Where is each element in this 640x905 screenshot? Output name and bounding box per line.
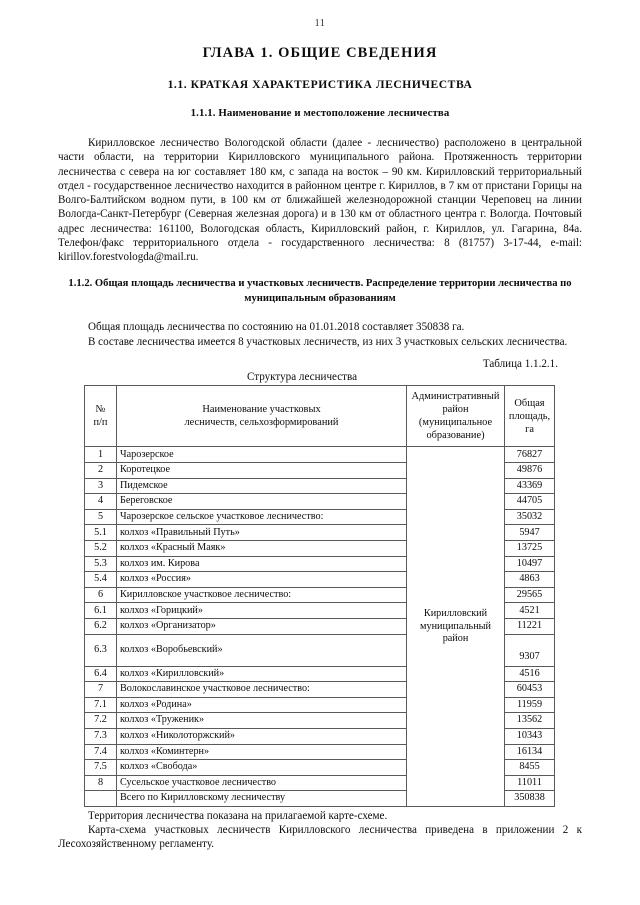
column-header-area-line2: площадь, [508, 410, 551, 422]
column-header-number [85, 385, 117, 446]
cell-name: колхоз «Кирилловский» [117, 666, 407, 682]
column-header-region-line3: образование) [426, 430, 485, 442]
section-title: 1.1. КРАТКАЯ ХАРАКТЕРИСТИКА ЛЕСНИЧЕСТВА [167, 78, 473, 91]
cell-area: 13725 [505, 540, 555, 556]
cell-name: колхоз «Горицкий» [117, 603, 407, 619]
subsection-title-1-1-1: 1.1.1. Наименование и местоположение лесничества [190, 107, 450, 119]
cell-area: 11221 [505, 618, 555, 634]
cell-area: 13562 [505, 713, 555, 729]
column-header-number-line1: № [95, 404, 106, 416]
cell-number [85, 791, 117, 807]
cell-number: 7.3 [85, 728, 117, 744]
cell-name: Береговское [117, 494, 407, 510]
cell-name: колхоз «Родина» [117, 697, 407, 713]
cell-name: Чарозерское [117, 447, 407, 463]
region-value-line1: Кирилловский [423, 608, 488, 620]
territory-map-paragraph: Территория лесничества показана на прилагаемой карте-схеме. [88, 809, 388, 822]
cell-area: 60453 [505, 682, 555, 698]
table-header-row [85, 385, 555, 446]
cell-name: колхоз «Коминтерн» [117, 744, 407, 760]
cell-area: 49876 [505, 463, 555, 479]
cell-number: 7.5 [85, 760, 117, 776]
column-header-number-line2: п/п [93, 417, 108, 429]
table-body [85, 447, 555, 806]
cell-name: колхоз им. Кирова [117, 556, 407, 572]
column-header-area-line1: Общая [514, 397, 545, 409]
cell-area: 16134 [505, 744, 555, 760]
cell-name: колхоз «Труженик» [117, 713, 407, 729]
table-row [85, 447, 555, 463]
cell-area: 350838 [505, 791, 555, 807]
cell-number: 5.4 [85, 572, 117, 588]
page-number: 11 [314, 18, 326, 29]
cell-area: 11959 [505, 697, 555, 713]
cell-name: колхоз «Свобода» [117, 760, 407, 776]
cell-area: 43369 [505, 478, 555, 494]
column-header-area-line3: га [525, 423, 534, 435]
cell-name: Кирилловское участковое лесничество: [117, 587, 407, 603]
column-header-name-line1: Наименование участковых [202, 404, 321, 416]
cell-name: Сусельское участковое лесничество [117, 775, 407, 791]
cell-number: 5.3 [85, 556, 117, 572]
after-table-paragraphs [58, 809, 582, 852]
table-number-label: Таблица 1.1.2.1. [482, 357, 558, 370]
cell-number: 5.2 [85, 540, 117, 556]
cell-number: 7.4 [85, 744, 117, 760]
cell-name: Чарозерское сельское участковое лесничество: [117, 509, 407, 525]
cell-number: 1 [85, 447, 117, 463]
cell-area: 4516 [505, 666, 555, 682]
cell-area: 29565 [505, 587, 555, 603]
column-header-region-line2: район (муниципальное [418, 404, 493, 429]
cell-name: колхоз «Воробьевский» [117, 634, 407, 666]
cell-area: 11011 [505, 775, 555, 791]
chapter-title: ГЛАВА 1. ОБЩИЕ СВЕДЕНИЯ [202, 45, 438, 61]
region-value-line2: муниципальный район [420, 620, 491, 644]
table-header [85, 385, 555, 446]
total-area-paragraph: Общая площадь лесничества по состоянию на 01.01.2018 составляет 350838 га. [88, 321, 465, 334]
cell-number: 7.1 [85, 697, 117, 713]
cell-area: 4521 [505, 603, 555, 619]
cell-area: 76827 [505, 447, 555, 463]
column-header-name-line2: лесничеств, сельхозформирований [184, 417, 339, 429]
cell-number: 2 [85, 463, 117, 479]
location-paragraph-block [58, 136, 582, 264]
cell-number: 3 [85, 478, 117, 494]
cell-name: Волокославинское участковое лесничество: [117, 682, 407, 698]
table-caption: Структура лесничества [246, 370, 358, 383]
location-paragraph: Кирилловское лесничество Вологодской области (далее - лесничество) расположено в центральной части области, на территории Кирилловского муниципального района. Протяженность территории лесничества с севера на юг составляет 180 км, с запада на восток – 90 км. Кирилловский территориальный отдел - государственное лесничество находится в районном центре г. Кириллов, в 7 км от пристани Горицы на Волго-Балтийском водном пути, в 100 км от ближайшей железнодорожной станции Череповец на линии Вологда-Санкт-Петербург (Северная железная дорога) и в 130 км от областного центра г. Вологда. Почтовый адрес лесничества: 161100, Вологодская область, Кирилловский район, г. Кириллов, ул. Гагарина, 84а. Телефон/факс территориального отдела - государственного лесничества: 8 (81757) 3-17-44, e-mail: kirillov.forestvologda@mail.ru. [58, 137, 582, 263]
cell-area: 5947 [505, 525, 555, 541]
cell-number: 8 [85, 775, 117, 791]
cell-number: 6.4 [85, 666, 117, 682]
cell-area: 44705 [505, 494, 555, 510]
column-header-area [505, 385, 555, 446]
cell-number: 6 [85, 587, 117, 603]
cell-number: 5 [85, 509, 117, 525]
cell-number: 4 [85, 494, 117, 510]
cell-area: 10497 [505, 556, 555, 572]
column-header-region-line1: Административный [411, 390, 500, 402]
cell-area: 35032 [505, 509, 555, 525]
cell-name: Пидемское [117, 478, 407, 494]
cell-area: 10343 [505, 728, 555, 744]
cell-name: колхоз «Красный Маяк» [117, 540, 407, 556]
cell-area: 9307 [505, 634, 555, 666]
column-header-name [117, 385, 407, 446]
cell-name: колхоз «Россия» [117, 572, 407, 588]
cell-number: 7.2 [85, 713, 117, 729]
cell-number: 6.1 [85, 603, 117, 619]
cell-area: 8455 [505, 760, 555, 776]
forestry-structure-table [84, 385, 555, 807]
cell-number: 5.1 [85, 525, 117, 541]
map-scheme-paragraph: Карта-схема участковых лесничеств Кирилловского лесничества приведена в приложении 2 к Лесохозяйственному регламенту. [58, 824, 582, 851]
cell-area: 4863 [505, 572, 555, 588]
cell-name: колхоз «Организатор» [117, 618, 407, 634]
cell-name: Всего по Кирилловскому лесничеству [117, 791, 407, 807]
cell-number: 6.3 [85, 634, 117, 666]
cell-name: колхоз «Николоторжский» [117, 728, 407, 744]
column-header-region [407, 385, 505, 446]
cell-name: колхоз «Правильный Путь» [117, 525, 407, 541]
composition-paragraph: В составе лесничества имеется 8 участковых лесничеств, из них 3 участковых сельских лесничества. [88, 335, 568, 348]
cell-administrative-region [407, 447, 505, 806]
cell-name: Коротецкое [117, 463, 407, 479]
subsection-title-1-1-2: 1.1.2. Общая площадь лесничества и участковых лесничеств. Распределение территории лесничества по муниципальным образованиям [68, 278, 572, 304]
cell-number: 6.2 [85, 618, 117, 634]
cell-number: 7 [85, 682, 117, 698]
